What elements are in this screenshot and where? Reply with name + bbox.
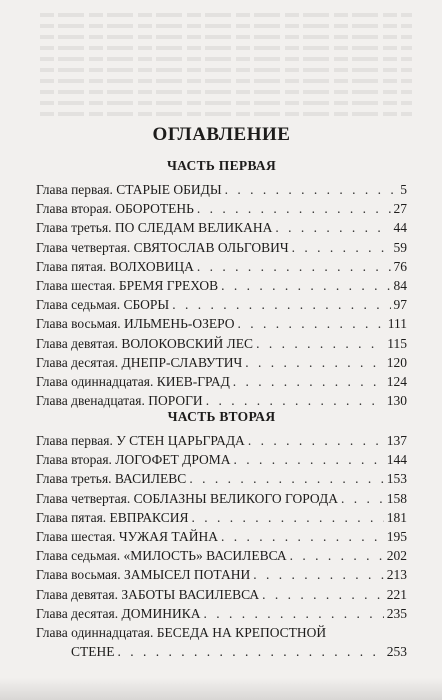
dot-leader xyxy=(221,276,390,295)
entry-label-line1: Глава одиннадцатая. БЕСЕДА НА КРЕПОСТНОЙ xyxy=(36,624,327,640)
dot-leader xyxy=(341,489,384,508)
entry-label-line2-row xyxy=(36,642,407,661)
entry-label: Глава шестая. БРЕМЯ ГРЕХОВ xyxy=(36,277,219,293)
dot-leader xyxy=(256,334,384,353)
page-edge-shadow xyxy=(0,678,442,700)
entry-label: Глава третья. ПО СЛЕДАМ ВЕЛИКАНА xyxy=(36,220,273,236)
entry-page: 130 xyxy=(386,393,407,409)
dot-leader xyxy=(234,450,384,469)
dot-leader xyxy=(225,180,398,199)
entry-page: 115 xyxy=(387,335,407,351)
entry-label: Глава седьмая. СБОРЫ xyxy=(36,297,170,313)
dot-leader xyxy=(197,199,391,218)
toc-entry xyxy=(36,604,407,623)
toc-entry xyxy=(36,546,407,565)
dot-leader xyxy=(292,238,391,257)
dot-leader xyxy=(197,257,391,276)
entry-page: 181 xyxy=(386,509,407,525)
toc-entry xyxy=(36,218,407,237)
toc-entry xyxy=(36,431,407,450)
toc-entry xyxy=(36,276,407,295)
toc-entry xyxy=(36,295,407,314)
toc-entry xyxy=(36,180,407,199)
entry-page: 202 xyxy=(386,548,407,564)
dot-leader xyxy=(172,295,390,314)
entry-label: Глава вторая. ЛОГОФЕТ ДРОМА xyxy=(36,452,231,468)
part-first-entries xyxy=(36,180,407,410)
entry-label: Глава седьмая. «МИЛОСТЬ» ВАСИЛЕВСА xyxy=(36,548,287,564)
entry-label: Глава десятая. ДНЕПР-СЛАВУТИЧ xyxy=(36,354,243,370)
toc-entry xyxy=(36,565,407,584)
reverse-page-show-through xyxy=(40,6,412,121)
part-second-entries xyxy=(36,431,407,661)
entry-page: 221 xyxy=(386,586,407,602)
entry-label: Глава третья. ВАСИЛЕВС xyxy=(36,471,187,487)
dot-leader xyxy=(118,642,384,661)
dot-leader xyxy=(192,508,384,527)
entry-label: Глава девятая. ВОЛОКОВСКИЙ ЛЕС xyxy=(36,335,254,351)
entry-label: Глава четвертая. СВЯТОСЛАВ ОЛЬГОВИЧ xyxy=(36,239,289,255)
dot-leader xyxy=(203,604,383,623)
entry-label: Глава вторая. ОБОРОТЕНЬ xyxy=(36,201,194,217)
dot-leader xyxy=(233,372,384,391)
toc-entry xyxy=(36,353,407,372)
dot-leader xyxy=(275,218,390,237)
entry-label: Глава девятая. ЗАБОТЫ ВАСИЛЕВСА xyxy=(36,586,260,602)
toc-entry xyxy=(36,469,407,488)
toc-entry xyxy=(36,450,407,469)
toc-entry-multiline xyxy=(36,623,407,661)
part-heading-first: ЧАСТЬ ПЕРВАЯ xyxy=(166,158,277,173)
entry-page: 111 xyxy=(387,316,407,332)
toc-entry xyxy=(36,527,407,546)
entry-label: Глава четвертая. СОБЛАЗНЫ ВЕЛИКОГО ГОРОДА xyxy=(36,490,338,506)
entry-label-line2: СТЕНЕ xyxy=(71,644,115,660)
entry-page: 76 xyxy=(393,258,407,274)
entry-page: 137 xyxy=(386,433,407,448)
dot-leader xyxy=(253,565,384,584)
page-title: ОГЛАВЛЕНИЕ xyxy=(152,124,291,145)
toc-entry xyxy=(36,585,407,604)
entry-label: Глава восьмая. ИЛЬМЕНЬ-ОЗЕРО xyxy=(36,316,235,332)
entry-label: Глава шестая. ЧУЖАЯ ТАЙНА xyxy=(36,528,218,544)
entry-page: 195 xyxy=(386,528,407,544)
entry-label: Глава пятая. ВОЛХОВИЦА xyxy=(36,258,194,274)
entry-page: 253 xyxy=(386,644,407,660)
entry-page: 158 xyxy=(386,490,407,506)
entry-page: 59 xyxy=(393,239,407,255)
dot-leader xyxy=(245,353,383,372)
toc-entry xyxy=(36,391,407,410)
dot-leader xyxy=(290,546,384,565)
dot-leader xyxy=(221,527,384,546)
entry-page: 153 xyxy=(386,471,407,487)
toc-entry xyxy=(36,508,407,527)
entry-label: Глава одиннадцатая. КИЕВ-ГРАД xyxy=(36,373,230,389)
entry-page: 213 xyxy=(386,567,407,583)
entry-page: 84 xyxy=(393,277,407,293)
toc-entry xyxy=(36,238,407,257)
dot-leader xyxy=(206,391,384,410)
entry-page: 27 xyxy=(393,201,407,217)
entry-label: Глава пятая. ЕВПРАКСИЯ xyxy=(36,509,189,525)
entry-page: 120 xyxy=(386,354,407,370)
entry-label: Глава первая. У СТЕН ЦАРЬГРАДА xyxy=(36,433,245,448)
toc-entry xyxy=(36,372,407,391)
entry-label: Глава восьмая. ЗАМЫСЕЛ ПОТАНИ xyxy=(36,567,251,583)
entry-page: 5 xyxy=(400,182,407,197)
toc-entry xyxy=(36,257,407,276)
dot-leader xyxy=(262,585,384,604)
dot-leader xyxy=(189,469,383,488)
entry-page: 235 xyxy=(386,605,407,621)
entry-page: 44 xyxy=(393,220,407,236)
entry-page: 124 xyxy=(386,373,407,389)
entry-label: Глава первая. СТАРЫЕ ОБИДЫ xyxy=(36,182,222,197)
toc-entry xyxy=(36,314,407,333)
part-heading-second: ЧАСТЬ ВТОРАЯ xyxy=(167,409,276,424)
toc-entry xyxy=(36,334,407,353)
dot-leader xyxy=(248,431,384,450)
toc-entry xyxy=(36,199,407,218)
entry-label: Глава десятая. ДОМИНИКА xyxy=(36,605,201,621)
entry-page: 97 xyxy=(393,297,407,313)
entry-page: 144 xyxy=(386,452,407,468)
entry-label: Глава двенадцатая. ПОРОГИ xyxy=(36,393,203,409)
toc-entry xyxy=(36,489,407,508)
dot-leader xyxy=(238,314,385,333)
